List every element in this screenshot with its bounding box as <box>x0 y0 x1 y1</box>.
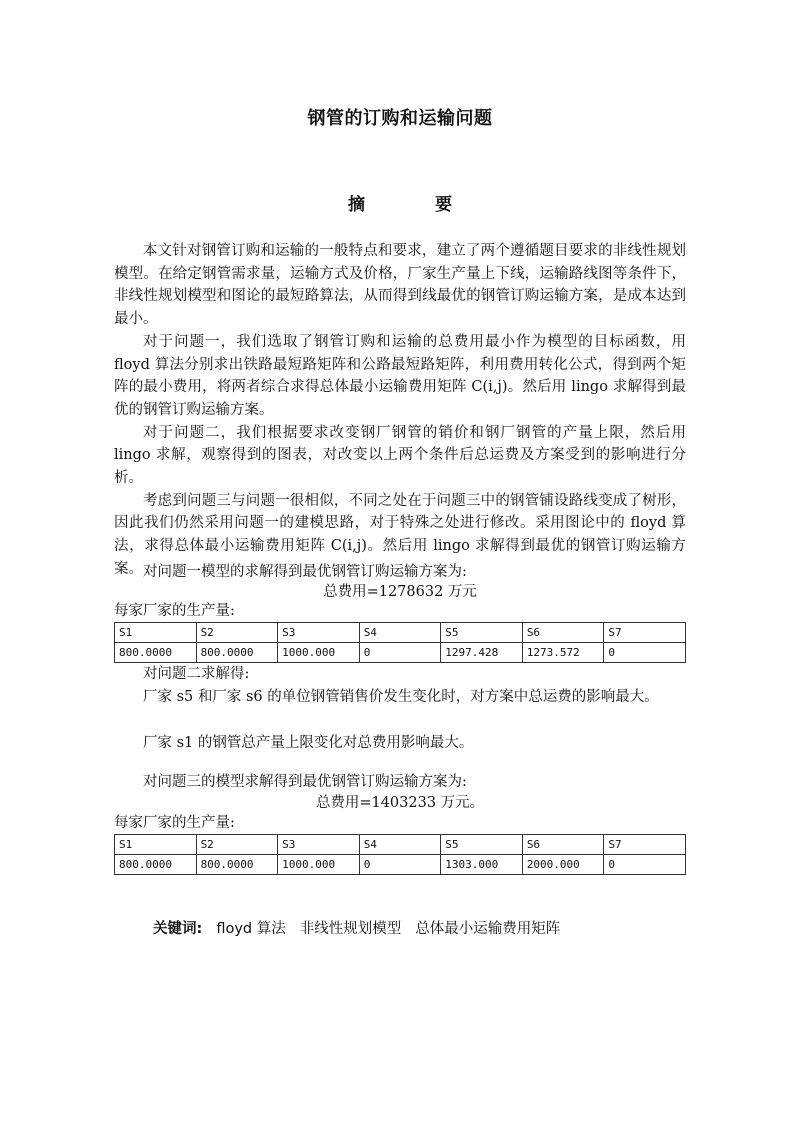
paper-title: 钢管的订购和运输问题 <box>307 108 493 129</box>
result3-total: 总费用=1403233 万元。 <box>315 795 485 811</box>
table-cell: 0 <box>359 855 441 875</box>
table-cell: 0 <box>604 643 686 663</box>
abstract-paragraph: 考虑到问题三与问题一很相似，不同之处在于问题三中的钢管铺设路线变成了树形，因此我们仍然采用问题一的建模思路，对于特殊之处进行修改。采用图论中的 floyd 算法，求得总体最小运输费用矩阵 C(i,j)。然后用 lingo 求解得到最优的钢管订购运输方案。 <box>114 492 686 577</box>
table-cell: S7 <box>604 835 686 855</box>
finding-text: 厂家 s5 和厂家 s6 的单位钢管销售价发生变化时，对方案中总运费的影响最大。 <box>143 689 659 705</box>
table-cell: 0 <box>604 855 686 875</box>
result1-total: 总费用=1278632 万元 <box>323 584 477 600</box>
result2-finding-1 <box>114 686 686 709</box>
table-cell: S4 <box>359 835 441 855</box>
result3-production-table <box>114 834 686 875</box>
table-cell: S5 <box>441 623 523 643</box>
table-cell: 800.0000 <box>196 855 278 875</box>
abstract-body <box>114 240 686 581</box>
table-header-row <box>115 835 686 855</box>
keyword: 非线性规划模型 <box>299 921 402 937</box>
result2-intro: 对问题二求解得: <box>143 666 250 682</box>
table-cell: 1303.000 <box>441 855 523 875</box>
table-cell: S3 <box>278 835 360 855</box>
table-cell: 800.0000 <box>115 643 197 663</box>
table-cell: 1297.428 <box>441 643 523 663</box>
table-cell: S6 <box>522 835 604 855</box>
table-cell: S6 <box>522 623 604 643</box>
keyword: floyd 算法 <box>216 921 286 937</box>
result2-finding-2: 厂家 s1 的钢管总产量上限变化对总费用影响最大。 <box>143 735 474 751</box>
table-cell: 1000.000 <box>278 855 360 875</box>
table-cell: S5 <box>441 835 523 855</box>
abstract-paragraph: 本文针对钢管订购和运输的一般特点和要求，建立了两个遵循题目要求的非线性规划模型。在给定钢管需求量，运输方式及价格，厂家生产量上下线，运输路线图等条件下，非线性规划模型和图论的最短路算法，从而得到线最优的钢管订购运输方案，是成本达到最小。 <box>114 243 686 328</box>
table-cell: 1273.572 <box>522 643 604 663</box>
table-cell: S1 <box>115 835 197 855</box>
result1-production-table <box>114 622 686 663</box>
table-cell: 1000.000 <box>278 643 360 663</box>
table-cell: S7 <box>604 623 686 643</box>
abstract-heading <box>0 190 800 215</box>
result3-table-caption: 每家厂家的生产量: <box>114 815 235 831</box>
table-row <box>115 855 686 875</box>
table-cell: S2 <box>196 623 278 643</box>
result1-intro: 对问题一模型的求解得到最优钢管订购运输方案为: <box>143 564 467 580</box>
table-row <box>115 643 686 663</box>
abstract-paragraph: 对于问题一，我们选取了钢管订购和运输的总费用最小作为模型的目标函数，用 floyd 算法分别求出铁路最短路矩阵和公路最短路矩阵，利用费用转化公式，得到两个矩阵的最小费用，将两者综合求得总体最小运输费用矩阵 C(i,j)。然后用 lingo 求解得到最优的钢管订购运输方案。 <box>114 333 686 418</box>
table-cell: 800.0000 <box>196 643 278 663</box>
table-cell: S3 <box>278 623 360 643</box>
keywords-line <box>153 917 574 938</box>
keywords-label: 关键词: <box>153 921 203 937</box>
keyword: 总体最小运输费用矩阵 <box>415 921 561 937</box>
table-cell: S4 <box>359 623 441 643</box>
table-cell: S1 <box>115 623 197 643</box>
table-cell: 800.0000 <box>115 855 197 875</box>
abstract-heading-char-1: 摘 <box>348 195 365 215</box>
table-cell: 2000.000 <box>522 855 604 875</box>
abstract-paragraph: 对于问题二，我们根据要求改变钢厂钢管的销价和钢厂钢管的产量上限，然后用 lingo 求解，观察得到的图表，对改变以上两个条件后总运费及方案受到的影响进行分析。 <box>114 424 686 487</box>
result1-table-caption: 每家厂家的生产量: <box>114 603 235 619</box>
abstract-heading-char-2: 要 <box>435 195 452 215</box>
table-cell: 0 <box>359 643 441 663</box>
result3-intro: 对问题三的模型求解得到最优钢管订购运输方案为: <box>143 774 467 790</box>
table-cell: S2 <box>196 835 278 855</box>
table-header-row <box>115 623 686 643</box>
